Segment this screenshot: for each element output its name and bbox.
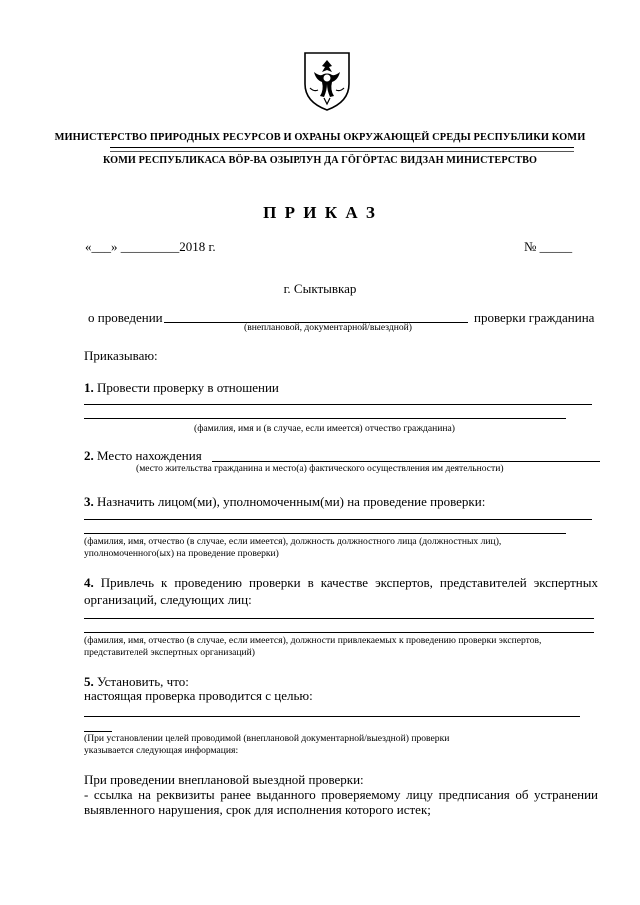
item-4-line-2	[84, 632, 594, 633]
order-number-line: № _____	[524, 239, 573, 254]
item-1	[84, 380, 279, 396]
document-title: П Р И К А З	[263, 203, 377, 222]
item-5-line-1	[84, 716, 580, 717]
item-5-number: 5.	[84, 674, 94, 689]
item-2-number: 2.	[84, 448, 94, 463]
header-rule-top	[110, 147, 574, 148]
bullet-text-1: - ссылка на реквизиты ранее выданного проверяемому лицу предписания об устранении	[84, 787, 598, 802]
item-4	[84, 575, 598, 591]
item-4-hint-1: (фамилия, имя, отчество (в случае, если имеется), должности привлекаемых к проведению проверки экспертов,	[84, 635, 542, 646]
subject-hint: (внеплановой, документарной/выездной)	[244, 322, 412, 333]
item-1-line-2	[84, 418, 566, 419]
bullet-text-2: выявленного нарушения, срок для исполнения которого истек;	[84, 802, 431, 817]
subject-prefix: о проведении	[88, 310, 163, 325]
item-4-line-1	[84, 618, 594, 619]
item-5-line-2	[84, 731, 112, 732]
city-name: г. Сыктывкар	[283, 281, 357, 296]
item-3-text: Назначить лицом(ми), уполномоченным(ми) на проведение проверки:	[97, 494, 486, 509]
bullet-line-1	[84, 787, 598, 803]
item-4-text-2: организаций, следующих лиц:	[84, 592, 252, 607]
header-rule-bottom	[110, 151, 574, 152]
item-1-line-1	[84, 404, 592, 405]
unplanned-inspection-title: При проведении внеплановой выездной проверки:	[84, 772, 364, 787]
item-3-line-1	[84, 519, 592, 520]
item-3	[84, 494, 485, 510]
item-4-number: 4.	[84, 575, 94, 590]
order-word: Приказываю:	[84, 348, 158, 363]
item-3-number: 3.	[84, 494, 94, 509]
item-4-text-1: Привлечь к проведению проверки в качестве экспертов, представителей экспертных	[100, 575, 598, 590]
item-2-hint: (место жительства гражданина и место(а) фактического осуществления им деятельности)	[136, 463, 504, 474]
ministry-name-komi: КОМИ РЕСПУБЛИКАСА ВӦР-ВА ОЗЫРЛУН ДА ГӦГӦРТАС ВИДЗАН МИНИСТЕРСТВО	[102, 155, 538, 166]
item-5-hint-1: (При установлении целей проводимой (внеплановой документарной/выездной) проверки	[84, 733, 450, 744]
item-1-number: 1.	[84, 380, 94, 395]
item-2-text: Место нахождения	[97, 448, 202, 463]
item-1-hint: (фамилия, имя и (в случае, если имеется) отчество гражданина)	[194, 423, 455, 434]
item-1-text: Провести проверку в отношении	[97, 380, 279, 395]
item-4-hint-2: представителей экспертных организаций)	[84, 647, 255, 658]
item-3-hint-2: уполномоченного(ых) на проведение проверки)	[84, 548, 279, 559]
item-3-hint-1: (фамилия, имя, отчество (в случае, если имеется), должность должностного лица (должностных лиц),	[84, 536, 502, 547]
item-5-hint-2: указывается следующая информация:	[84, 745, 239, 756]
date-line: «___» _________2018 г.	[85, 239, 216, 254]
item-3-line-2	[84, 533, 566, 534]
ministry-name-russian: МИНИСТЕРСТВО ПРИРОДНЫХ РЕСУРСОВ И ОХРАНЫ ОКРУЖАЮЩЕЙ СРЕДЫ РЕСПУБЛИКИ КОМИ	[54, 132, 586, 143]
item-5-text-1: Установить, что:	[97, 674, 189, 689]
item-5-text-2: настоящая проверка проводится с целью:	[84, 688, 313, 703]
item-2	[84, 448, 202, 464]
coat-of-arms-emblem	[302, 50, 352, 112]
item-2-line	[212, 461, 600, 462]
subject-suffix: проверки гражданина	[474, 310, 595, 325]
